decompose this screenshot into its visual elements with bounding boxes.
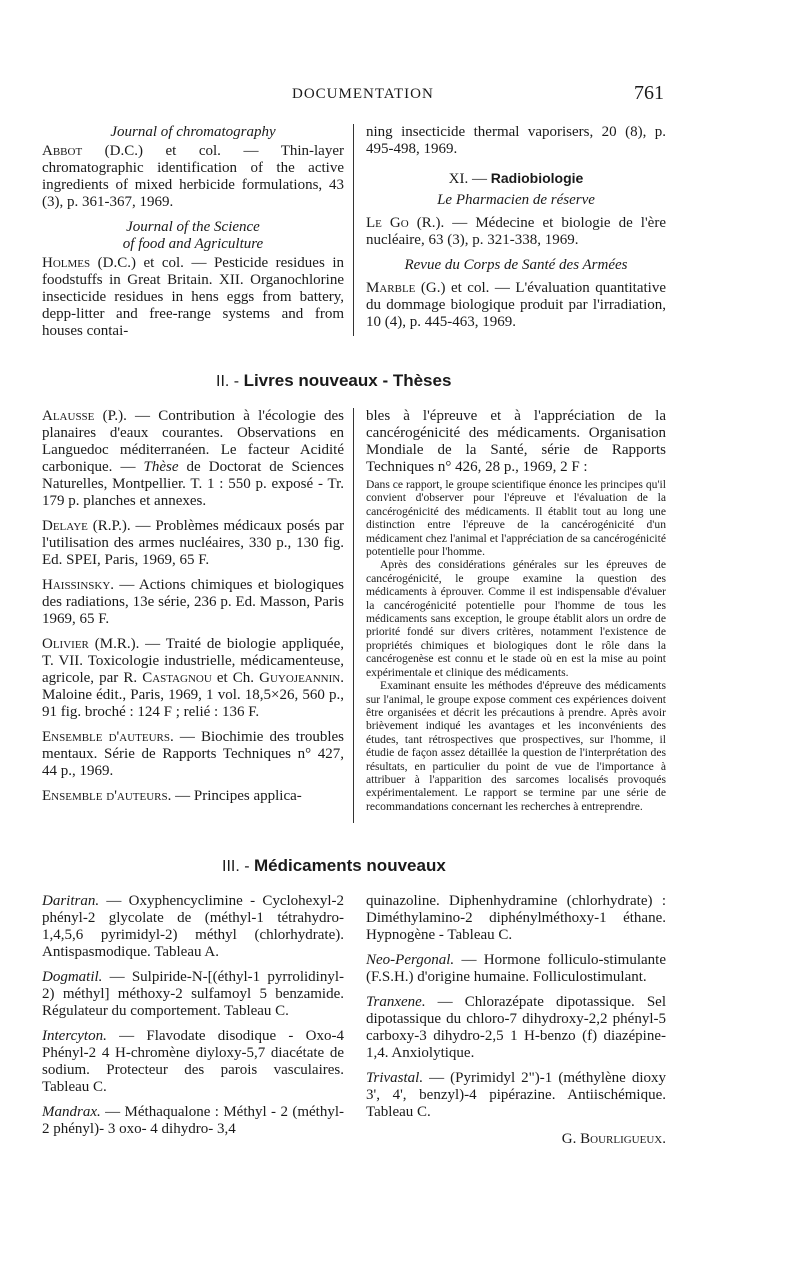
journal-title: Revue du Corps de Santé des Armées <box>404 257 628 273</box>
top-right-column <box>366 124 666 339</box>
column-divider <box>353 408 354 823</box>
section-heading <box>366 170 666 188</box>
author-name: Le Go <box>366 215 409 231</box>
drug-entry <box>42 1028 344 1096</box>
drug-name: Mandrax. <box>42 1104 101 1120</box>
entry-text: — Principes applica- <box>171 788 302 804</box>
drug-name: Intercyton. <box>42 1028 107 1044</box>
entry-text: — Méthaqualone : Méthyl - 2 (méthyl-2 phényl)- 3 oxo- 4 dihydro- 3,4 <box>42 1104 344 1137</box>
bibliography-entry <box>42 729 344 780</box>
author-name: Alausse <box>42 408 95 424</box>
drug-entry <box>366 1070 666 1121</box>
section-number: III. - <box>222 858 254 875</box>
journal-title: of food and Agriculture <box>122 236 264 252</box>
entry-continuation: quinazoline. Diphenhydramine (chlorhydrate) : Diméthylamino-2 diphénylméthoxy-1 éthane. Hypnogène - Tableau C. <box>366 893 666 943</box>
entry-text: — Actions chimiques et biologiques des radiations, 13e série, 236 p. Ed. Masson, Paris 1969, 65 F. <box>42 577 344 627</box>
author-name: Abbot <box>42 143 83 159</box>
section-number: II. - <box>216 373 244 390</box>
summary-paragraph: Après des considérations générales sur les épreuves de cancérogénicité, le groupe examine la question des médicaments à éprouver. Comme il est indispensable d'évaluer la cancérogénicité potentielle pour l'homme de tous les médicaments sans exception, le groupe établit alors un ordre de priorité fondé sur divers critères, notamment l'existence de propriétés chimiques et biologiques dont le rôle dans la cancérogenèse est connu et le stade où en est la mise au point expérimentale et clinique des médicaments. <box>366 558 666 679</box>
author-name: Ensemble d'auteurs. <box>42 729 174 745</box>
journal-title: Journal of the Science <box>126 219 260 235</box>
entry-text: — Sulpiride-N-[(éthyl-1 pyrrolidinyl-2) méthyl] méthoxy-2 sulfamoyl 5 benzamide. Régulateur du comportement. Tableau C. <box>42 969 344 1019</box>
summary-paragraph: Dans ce rapport, le groupe scientifique énonce les principes qu'il convient d'observer pour l'épreuve et l'évaluation de la cancérogénicité des médicaments. Il établit tout au long une distinction entre l'épreuve de la cancérogénicité d'un médicament chez l'animal et l'appréciation de sa cancérogénicité potentielle pour l'homme. <box>366 478 666 559</box>
entry-text-italic: Thèse <box>143 459 179 475</box>
drug-name: Trivastal. <box>366 1070 424 1086</box>
bibliography-entry <box>42 636 344 721</box>
entry-text: — Biochimie des troubles mentaux. Série de Rapports Techniques n° 427, 44 p., 1969. <box>42 729 344 779</box>
bibliography-entry <box>42 143 344 211</box>
bibliography-entry <box>42 577 344 628</box>
author-name: Delaye <box>42 518 88 534</box>
bibliography-entry <box>42 255 344 340</box>
section-number: XI. — <box>448 171 491 187</box>
drug-entry <box>366 952 666 986</box>
entry-text: . Maloine édit., Paris, 1969, 1 vol. 18,5×26, 560 p., 91 fig. broché : 124 F ; relié : 136 F. <box>42 670 344 720</box>
running-title: DOCUMENTATION <box>292 86 434 102</box>
entry-text: — Flavodate disodique - Oxo-4 Phényl-2 4 H-chromène diyloxy-5,7 diacétate de sodium. Protecteur des parois vasculaires. Tableau C. <box>42 1028 344 1095</box>
section-heading <box>216 371 451 391</box>
entry-text: — Chlorazépate dipotassique. Sel dipotassique du chloro-7 dihydroxy-2,2 phényl-5 carboxy-3 dihydro-2,5 1 H-benzo (f) diazépine-1,4. Anxiolytique. <box>366 994 666 1061</box>
entry-text: — (Pyrimidyl 2")-1 (méthylène dioxy 3', 4', benzyl)-4 pipérazine. Antiischémique. Tableau C. <box>366 1070 666 1120</box>
author-name: Marble <box>366 280 416 296</box>
section3-left-column <box>42 893 344 1146</box>
drug-entry <box>42 893 344 961</box>
section-title: Radiobiologie <box>490 170 584 186</box>
entry-continuation: ning insecticide thermal vaporisers, 20 (8), p. 495-498, 1969. <box>366 124 666 157</box>
author-name: Guyojeannin <box>259 670 341 686</box>
entry-text: — Oxyphencyclimine - Cyclohexyl-2 phényl-2 glycolate de (méthyl-1 tétrahydro-1,4,5,6 pyrimidyl-2) méthyl (chlorhydrate). Antispasmodique. Tableau A. <box>42 893 344 960</box>
journal-title: Journal of chromatography <box>110 124 276 140</box>
author-name: Castagnou <box>142 670 212 686</box>
section2-left-column <box>42 408 344 813</box>
entry-text: de Doctorat de Sciences Naturelles, Montpellier. T. 1 : 550 p. exposé - Tr. 179 p. planches et annexes. <box>42 459 344 509</box>
drug-entry <box>42 969 344 1020</box>
entry-text: (R.). — Médecine et biologie de l'ère nucléaire, 63 (3), p. 321-338, 1969. <box>366 215 666 248</box>
author-name: Haissinsky. <box>42 577 115 593</box>
drug-name: Daritran. <box>42 893 100 909</box>
entry-text: (D.C.) et col. — Thin-layer chromatographic identification of the active ingredients of mixed herbicide formulations, 43 (3), p. 361-367, 1969. <box>42 143 344 210</box>
entry-continuation: bles à l'épreuve et à l'appréciation de la cancérogénicité des médicaments. Organisation Mondiale de la Santé, série de Rapports Techniques n° 426, 28 p., 1969, 2 F : <box>366 408 666 475</box>
entry-text: (D.C.) et col. — Pesticide residues in foodstuffs in Great Britain. XII. Organochlorine insecticide residues in hens eggs from battery, depp-litter and free-range systems and from houses contai- <box>42 255 344 339</box>
section3-right-column <box>366 893 666 1148</box>
journal-title: Le Pharmacien de réserve <box>437 192 595 208</box>
author-name: Ensemble d'auteurs. <box>42 788 172 804</box>
entry-text: (R.P.). — Problèmes médicaux posés par l'utilisation des armes nucléaires, 330 p., 130 fig. Ed. SPEI, Paris, 1969, 65 F. <box>42 518 344 568</box>
entry-text: (M.R.). — Traité de biologie appliquée, T. VII. Toxicologie industrielle, médicamenteuse, agricole, par R. <box>42 636 344 686</box>
entry-text: (G.) et col. — L'évaluation quantitative du dommage biologique produit par l'irradiation, 10 (4), p. 445-463, 1969. <box>366 280 666 330</box>
entry-text: — Hormone folliculo-stimulante (F.S.H.) d'origine humaine. Folliculostimulant. <box>366 952 666 985</box>
author-signature: G. Bourligueux. <box>561 1131 666 1147</box>
entry-text: et Ch. <box>211 670 260 686</box>
author-name: Olivier <box>42 636 89 652</box>
drug-entry <box>366 994 666 1062</box>
author-name: Holmes <box>42 255 91 271</box>
drug-name: Tranxene. <box>366 994 426 1010</box>
entry-text: (P.). — Contribution à l'écologie des planaires d'eaux courantes. Observations en Languedoc méditerranéen. Le facteur Acidité carbonique. — <box>42 408 344 475</box>
bibliography-entry <box>42 518 344 569</box>
column-divider <box>353 124 354 336</box>
drug-name: Neo-Pergonal. <box>366 952 455 968</box>
summary-paragraph: Examinant ensuite les méthodes d'épreuve des médicaments sur l'animal, le groupe expose comment ces expériences doivent être organisées et décrit les précautions à prendre. Après avoir brièvement indiqué les avantages et les inconvénients des études, tant rétrospectives que prospectives, sur l'homme, il étudie de façon assez détaillée la question de l'interprétation des résultats, en particulier du point de vue de l'importance à attribuer à l'apparition des sarcomes localisés provoqués expérimentalement. Le rapport se termine par une série de recommandations concernant les recherches à entreprendre. <box>366 679 666 813</box>
top-left-column <box>42 124 344 348</box>
page-number: 761 <box>634 82 664 104</box>
section2-right-column <box>366 408 666 813</box>
summary-block <box>366 478 666 813</box>
bibliography-entry <box>366 215 666 249</box>
drug-name: Dogmatil. <box>42 969 103 985</box>
bibliography-entry <box>42 788 344 805</box>
section-title: Livres nouveaux - Thèses <box>243 371 452 390</box>
section-title: Médicaments nouveaux <box>254 856 446 875</box>
drug-entry <box>42 1104 344 1138</box>
section-heading <box>222 856 446 876</box>
bibliography-entry <box>366 280 666 331</box>
bibliography-entry <box>42 408 344 510</box>
